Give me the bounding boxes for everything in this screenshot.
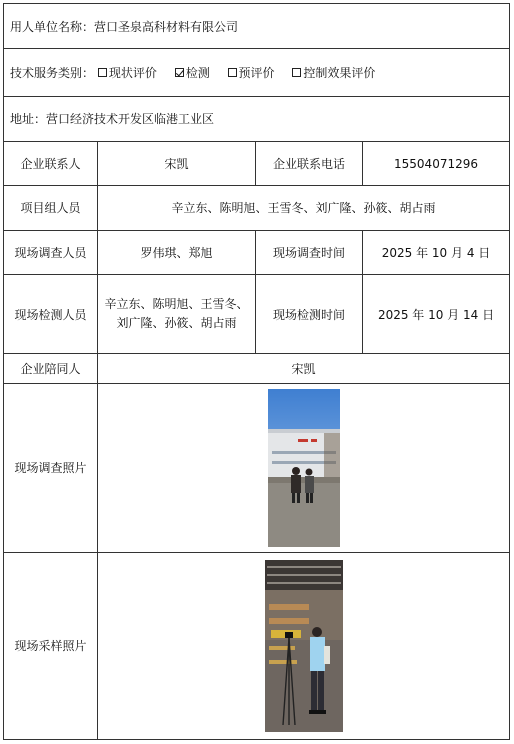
sampling-photo-cell xyxy=(98,552,510,739)
option-control-effect-evaluation[interactable] xyxy=(292,64,375,81)
inspection-row xyxy=(4,274,510,354)
escort-label: 企业陪同人 xyxy=(4,354,98,383)
option-label: 预评价 xyxy=(238,65,275,80)
option-label: 检测 xyxy=(185,65,210,80)
contact-value: 宋凯 xyxy=(98,141,256,185)
survey-time-label: 现场调查时间 xyxy=(256,230,363,274)
survey-photo-label: 现场调查照片 xyxy=(4,383,98,552)
info-table xyxy=(3,3,510,740)
escort-row xyxy=(4,354,510,383)
survey-row xyxy=(4,230,510,274)
service-label: 技术服务类别： xyxy=(10,65,95,80)
escort-value: 宋凯 xyxy=(98,354,510,383)
address-value: 营口经济技术开发区临港工业区 xyxy=(46,112,215,127)
service-cell xyxy=(4,49,510,96)
employer-row xyxy=(4,4,510,49)
inspection-staff-line2: 刘广隆、孙筱、胡占雨 xyxy=(116,316,237,331)
sampling-photo xyxy=(265,560,343,732)
contact-row xyxy=(4,141,510,185)
checkbox-icon[interactable] xyxy=(98,68,107,77)
survey-time-value: 2025 年 10 月 4 日 xyxy=(363,230,510,274)
checked-checkbox-icon[interactable] xyxy=(175,68,184,77)
inspection-time-value: 2025 年 10 月 14 日 xyxy=(363,274,510,354)
survey-photo-cell xyxy=(98,383,510,552)
inspection-staff-label: 现场检测人员 xyxy=(4,274,98,354)
address-label: 地址： xyxy=(10,112,47,127)
survey-staff-label: 现场调查人员 xyxy=(4,230,98,274)
team-value: 辛立东、陈明旭、王雪冬、刘广隆、孙筱、胡占雨 xyxy=(98,186,510,230)
employer-name: 营口圣泉高科材料有限公司 xyxy=(94,19,239,34)
address-row xyxy=(4,96,510,141)
address-cell xyxy=(4,96,510,141)
checkbox-icon[interactable] xyxy=(292,68,301,77)
checkbox-icon[interactable] xyxy=(228,68,237,77)
employer-cell xyxy=(4,4,510,49)
inspection-time-label: 现场检测时间 xyxy=(256,274,363,354)
survey-photo xyxy=(268,389,340,547)
survey-photo-row xyxy=(4,383,510,552)
team-label: 项目组人员 xyxy=(4,186,98,230)
option-inspection[interactable] xyxy=(175,64,210,81)
contact-label: 企业联系人 xyxy=(4,141,98,185)
sampling-photo-row xyxy=(4,552,510,739)
phone-value: 15504071296 xyxy=(363,141,510,185)
option-pre-evaluation[interactable] xyxy=(228,64,275,81)
inspection-staff-cell xyxy=(98,274,256,354)
employer-label: 用人单位名称： xyxy=(10,19,95,34)
inspection-staff-line1: 辛立东、陈明旭、王雪冬、 xyxy=(104,297,249,312)
phone-label: 企业联系电话 xyxy=(256,141,363,185)
option-current-evaluation[interactable] xyxy=(98,64,157,81)
service-row xyxy=(4,49,510,96)
team-row xyxy=(4,186,510,230)
option-label: 控制效果评价 xyxy=(303,65,376,80)
sampling-photo-label: 现场采样照片 xyxy=(4,552,98,739)
option-label: 现状评价 xyxy=(108,65,157,80)
survey-staff-value: 罗伟琪、郑旭 xyxy=(98,230,256,274)
